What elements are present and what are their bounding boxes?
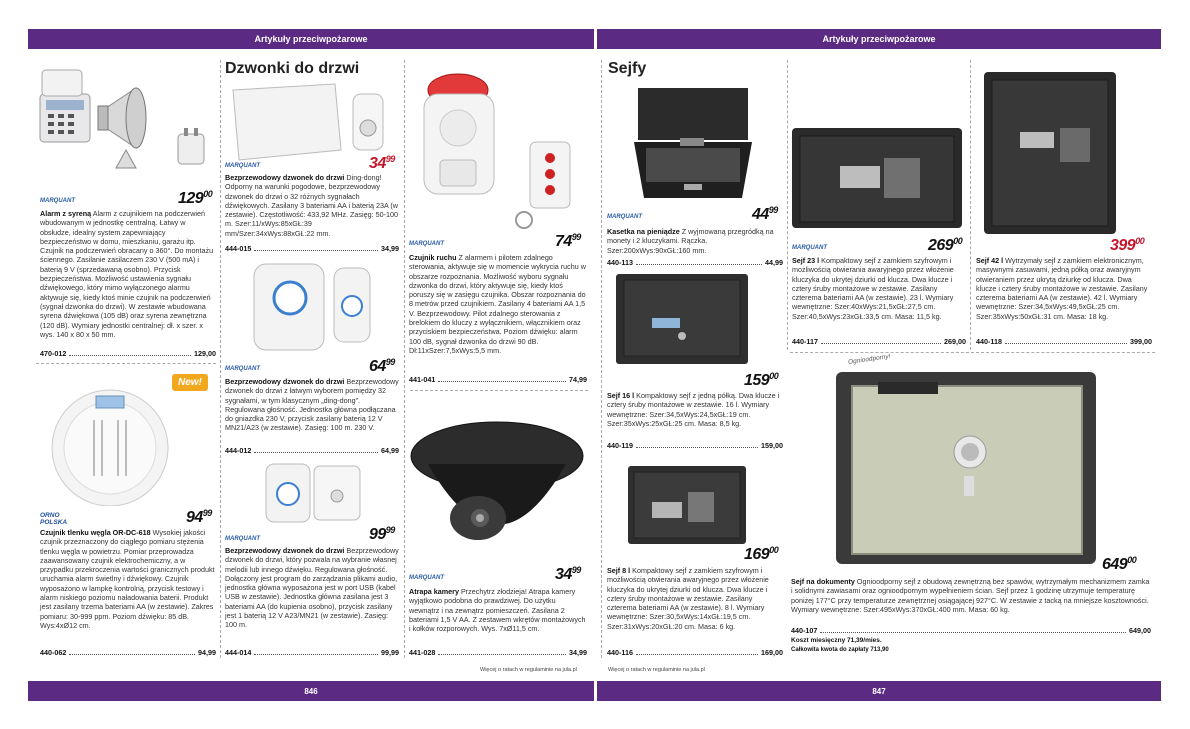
price: $99^{99}$ (369, 525, 395, 543)
footnote: Więcej o ratach w regulaminie na jula.pl (480, 667, 577, 673)
product-code-row: 440-119 159,00 (607, 441, 783, 450)
price: $649^{00}$ (1102, 555, 1137, 573)
total-amount: Całkowita kwota do zapłaty 713,90 (791, 647, 889, 653)
page-number: 847 (872, 686, 886, 696)
product-code-row: 470-012 129,00 (40, 349, 216, 358)
product-description: Sejf 42 l Wytrzymały sejf z zamkiem elektronicznym, masywnymi zasuwami, jedną półką oraz awaryjnym otwieraniem przez ukrytą dziurkę od klucza. Dwa klucze i cztery śruby montażowe w zestawie. Zasilany czterema bateriami AA (w zestawie). 42 l. Wymiary wewnętrzne: Szer:34,5xWys:49,5xGŁ:25 cm. Szer:35xWys:50xGŁ:31 cm. Masa: 18 kg. (976, 256, 1148, 321)
price: $64^{99}$ (369, 357, 395, 375)
brand-logo: MARQUANT (225, 163, 260, 169)
brand-logo: MARQUANT (409, 575, 444, 581)
product-title: Czujnik ruchu (409, 253, 457, 262)
product-title: Bezprzewodowy dzwonek do drzwi (225, 546, 345, 555)
motion-sensor-image (412, 66, 582, 236)
page-number: 846 (304, 686, 318, 696)
product-title: Kasetka na pieniądze (607, 227, 680, 236)
product-code-row: 440-107 649,00 (791, 626, 1151, 635)
new-badge: New! (172, 374, 208, 391)
product-description: Czujnik ruchu Z alarmem i pilotem zdalnego sterowania, aktywuje się w momencie wykrycia ruchu w obszarze rozpoznania. Możliwość wyboru sygnału dzwonka do drzwi, który aktywuje się, kiedy ktoś poruszy się w zasięgu czujnika. Obszar rozpoznania do 8 metrów przed czujnikiem. Zasilany 4 bateriami AA 1,5 V. Bezprzewodowy. Pilot zdalnego sterowania z brelokiem do kluczy z wyłącznikiem, włącznikiem oraz przyciskiem bezpieczeństwa. Poziom dźwięku: alarm 100 dB, sygnał dzwonka do drzwi 90 dB. Dł:11xSzer:7,5xWys:5,5 mm. (409, 253, 586, 355)
product-code-row: 440-118 399,00 (976, 337, 1152, 346)
product-description: Alarm z syreną Alarm z czujnikiem na podczerwień wbudowanym w jednostkę centralną. Łatwy w obsłudze, idealny system zapewniający bezpieczeństwo w domu, mieszkaniu, garażu itp. Czujnik na podczerwień obracany o 360°. Do montażu ściennego. Zasilanie zasilaczem 230 V (500 mA) i baterią 9 V (sprzedawaną osobno). Przycisk bezpieczeństwa. Możliwość ustawienia sygnału dźwiękowego, który mimo wyłączonego alarmu aktywuje się, kiedy ktoś minie czujnik na podczerwień (sygnał dzwonka do drzwi). W zestawie wbudowana syrena dźwiękowa (105 dB) oraz syrena zewnętrzna (120 dB). Wymiary jednostki centralnej: dł. x szer. x wys. 140 x 80 x 50 mm. (40, 209, 214, 339)
header-bar-left (28, 29, 594, 49)
product-title: Sejf 8 l (607, 566, 631, 575)
divider (410, 390, 588, 391)
brand-logo: MARQUANT (40, 198, 75, 204)
price: $34^{99}$ (369, 154, 395, 172)
cash-box-image (630, 80, 756, 208)
divider (404, 60, 405, 658)
co-detector-image (40, 376, 210, 506)
product-description: Bezprzewodowy dzwonek do drzwi Ding-dong! Odporny na warunki pogodowe, bezprzewodowy dzwonek do drzwi o 32 różnych sygnałach dźwiękowych. Zasilany 3 bateriami AA i baterią 23A (w zestawie). Częstotliwość: 433,92 MHz. Zasięg: 50-100 m. Szer:11/xWys:85xGŁ:39 mm/Szer:34xWys:88xGŁ:22 mm. (225, 173, 398, 238)
doorbell-image (225, 80, 400, 165)
divider (970, 60, 971, 350)
product-title: Sejf 16 l (607, 391, 635, 400)
header-title-left: Artykuły przeciwpożarowe (254, 34, 368, 44)
safe-image (788, 122, 966, 232)
product-description: Sejf 23 l Kompaktowy sejf z zamkiem szyfrowym i możliwością otwierania awaryjnego przez włożenie kluczyka do ukrytej dziurki od klucza. Dwa klucze i cztery śruby montażowe w zestawie. Zasilany czterema bateriami AA (w zestawie). 23 l. Wymiary wewnętrzne: Szer:40xWys:21,5xGŁ:27,5 cm. Szer:40,5xWys:23xGŁ:33,5 cm. Masa: 11,5 kg. (792, 256, 954, 321)
product-description: Sejf 16 l Kompaktowy sejf z jedną półką. Dwa klucze i cztery śruby montażowe w zestawie. 16 l. Wymiary wewnętrzne: Szer:34,5xWys:24,5xGŁ:19 cm. Szer:35xWys:25xGŁ:25 cm. Masa: 8,5 kg. (607, 391, 780, 428)
product-title: Alarm z syreną (40, 209, 92, 218)
divider (36, 363, 216, 364)
product-title: Sejf 23 l (792, 256, 820, 265)
doorbell-image (262, 460, 372, 528)
footer-bar-left (28, 681, 594, 701)
brand-logo: MARQUANT (225, 366, 260, 372)
product-description: Bezprzewodowy dzwonek do drzwi Bezprzewodowy dzwonek do drzwi z łatwym wyborem pomiędzy 32 sygnałami, w tym klasycznym „ding-dong”. Regulowana głośność. Jednostka główna podłączana do gniazdka 230 V, przycisk zasilany baterią 12 V MN21/A23 (w zestawie). Zasięg: 100 m. 230 V. (225, 377, 399, 433)
price: $74^{99}$ (555, 232, 581, 250)
price: $159^{00}$ (744, 371, 779, 389)
header-bar-right (597, 29, 1161, 49)
footnote: Więcej o ratach w regulaminie na jula.pl (608, 667, 705, 673)
product-description: Sejf 8 l Kompaktowy sejf z zamkiem szyfrowym i możliwością otwierania awaryjnego przez włożenie kluczyka do ukrytej dziurki od klucza. Dwa klucze i cztery śruby montażowe w zestawie. Zasilany czterema bateriami AA (w zestawie). 8 l. Wymiary wewnętrzne: Szer:30,5xWys:14xGŁ:19,5 cm. Szer:31xWys:20xGŁ:20 cm. Masa: 6 kg. (607, 566, 769, 631)
product-code-row: 440-117 269,00 (792, 337, 966, 346)
doorbell-image (250, 260, 380, 355)
price: $94^{99}$ (186, 508, 212, 526)
product-code-row: 444-015 34,99 (225, 244, 399, 253)
product-code-row: 441-041 74,99 (409, 375, 587, 384)
product-title: Bezprzewodowy dzwonek do drzwi (225, 173, 345, 182)
section-title: Dzwonki do drzwi (225, 60, 360, 77)
dummy-camera-image (408, 406, 586, 566)
price: $269^{00}$ (928, 236, 963, 254)
product-description: Sejf na dokumenty Ognioodporny sejf z obudową zewnętrzną bez spawów, wytrzymałym mechanizmem zamka i solidnymi zawiasami oraz ognioodpornym wypełnieniem ścian. Sejf przez 1 godzinę utrzymuje temperaturę poniżej 177°C przy temperaturze zewnętrznej osiągającej 927°C. W zestawie z tacką na mniejsze kosztowności. Wymiary wewnętrzne: Szer:495xWys:370xGŁ:400 mm. Masa: 60 kg. (791, 577, 1150, 614)
product-description: Bezprzewodowy dzwonek do drzwi Bezprzewodowy dzwonek do drzwi, który pozwala na wybranie własnej melodii lub innego dźwięku. Regulowana głośność. Dołączony jest program do zarządzania plikami audio, jednostka główna wyposażona jest w port USB (kabel USB w zestawie). Jednostka główna zasilana jest 3 bateriami AA (do kupienia osobno), przycisk zasilany jest 1 baterią 12 V A23/MN21 (w zestawie). Zasięg: 100 m. (225, 546, 399, 630)
product-code-row: 444-012 64,99 (225, 446, 399, 455)
product-title: Atrapa kamery (409, 587, 459, 596)
safe-image (980, 68, 1120, 238)
product-code-row: 441-028 34,99 (409, 648, 587, 657)
price: $44^{99}$ (752, 205, 778, 223)
price: $169^{00}$ (744, 545, 779, 563)
monthly-cost: Koszt miesięczny 71,39/mies. (791, 637, 882, 644)
safe-image (624, 462, 750, 548)
brand-logo: MARQUANT (409, 241, 444, 247)
price: $399^{00}$ (1110, 236, 1145, 254)
fireproof-label: Ognioodporny! (847, 353, 891, 366)
product-title: Sejf 42 l (976, 256, 1004, 265)
divider (790, 352, 1155, 353)
brand-logo: MARQUANT (792, 245, 827, 251)
product-code-row: 440-116 169,00 (607, 648, 783, 657)
price: $34^{99}$ (555, 565, 581, 583)
product-description: Kasetka na pieniądze Z wyjmowaną przegródką na monety i 2 kluczykami. Rączka. Szer:200xWys:90xGŁ:160 mm. (607, 227, 774, 255)
brand-logo: MARQUANT (607, 214, 642, 220)
orno-logo: ORNO POLSKA (40, 512, 68, 526)
brand-logo: MARQUANT (225, 536, 260, 542)
product-title: Bezprzewodowy dzwonek do drzwi (225, 377, 345, 386)
header-title-right: Artykuły przeciwpożarowe (822, 34, 936, 44)
divider (220, 60, 221, 658)
product-title: Sejf na dokumenty (791, 577, 855, 586)
safe-image (612, 270, 752, 370)
product-description: Czujnik tlenku węgla OR-DC-618 Wysokiej jakości czujnik przeznaczony do ciągłego pomiaru stężenia tlenku węgla w powietrzu. Pomiar przeprowadza zaawansowany czujnik elektrochemiczny, a w przypadku przekroczenia wartości granicznych produkt uruchamia alarm świetlny i dźwiękowy. Czujnik wyposażono w lampkę kontrolną, przycisk testowy i alarm niskiego poziomu naładowania baterii. Produkt jest zasilany trzema bateriami AA (w zestawie). Zakres pomiaru: 30-999 ppm. Poziom dźwięku: 85 dB. Wys:4xØ12 cm. (40, 528, 215, 630)
product-code-row: 444-014 99,99 (225, 648, 399, 657)
alarm-image (36, 68, 216, 178)
product-description: Atrapa kamery Przechytrz złodzieja! Atrapa kamery wyjątkowo podobna do prawdziwej. Do użytku wewnątrz i na zewnątrz pomieszczeń. Zasilana 2 bateriami 1,5 V AA. Z zestawem wkrętów montażowych i kołków rozporowych. Wys. 7xØ11,5 cm. (409, 587, 586, 634)
price: $129^{00}$ (178, 189, 213, 207)
document-safe-image (832, 368, 1100, 568)
section-title: Sejfy (608, 60, 647, 77)
product-title: Czujnik tlenku węgla OR-DC-618 (40, 528, 151, 537)
product-code-row: 440-062 94,99 (40, 648, 216, 657)
divider (601, 60, 602, 658)
product-code-row: 440-113 44,99 (607, 258, 783, 267)
footer-bar-right (597, 681, 1161, 701)
